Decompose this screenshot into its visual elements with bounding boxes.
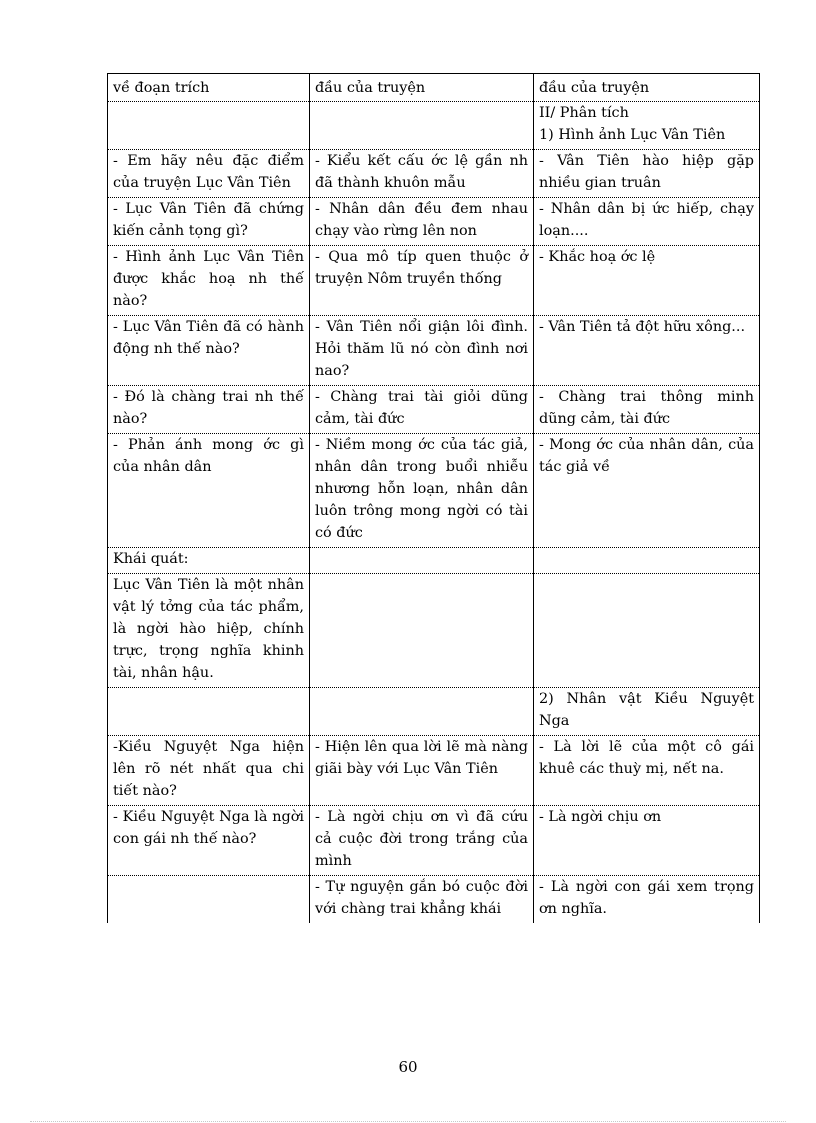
cell-question: - Kiều Nguyệt Nga là ngời con gái nh thế nào? [108,806,310,876]
cell-content: - Là ngời con gái xem trọng ơn nghĩa. [534,876,760,924]
table-row [108,386,760,434]
cell-answer [310,574,534,688]
cell-content: - Là ngời chịu ơn [534,806,760,876]
cell-question: - Đó là chàng trai nh thế nào? [108,386,310,434]
header-cell-content: đầu của truyện [534,74,760,102]
cell-content: - Chàng trai thông minh dũng cảm, tài đức [534,386,760,434]
cell-answer [310,688,534,736]
cell-content: - Vân Tiên hào hiệp gặp nhiều gian truân [534,150,760,198]
cell-question: - Phản ánh mong ớc gì của nhân dân [108,434,310,548]
cell-answer: - Chàng trai tài giỏi dũng cảm, tài đức [310,386,534,434]
cell-answer [310,102,534,150]
table-row [108,736,760,806]
table-row [108,574,760,688]
lesson-table [107,73,760,923]
cell-answer: - Tự nguyện gắn bó cuộc đời với chàng trai khẳng khái [310,876,534,924]
table-row [108,806,760,876]
table-row [108,198,760,246]
cell-question: - Em hãy nêu đặc điểm của truyện Lục Vân Tiên [108,150,310,198]
table-row [108,688,760,736]
cell-answer: - Kiểu kết cấu ớc lệ gần nh đã thành khuôn mẫu [310,150,534,198]
cell-answer: - Hiện lên qua lời lẽ mà nàng giãi bày với Lục Vân Tiên [310,736,534,806]
table-body [108,74,760,924]
cell-answer: - Vân Tiên nổi giận lôi đình. Hỏi thăm lũ nó còn đình nơi nao? [310,316,534,386]
cell-question [108,102,310,150]
header-cell-teacher: về đoạn trích [108,74,310,102]
cell-question: - Lục Vân Tiên đã chứng kiến cảnh tọng gì? [108,198,310,246]
table-row [108,434,760,548]
table-header-row [108,74,760,102]
cell-question [108,688,310,736]
cell-content: 2) Nhân vật Kiều Nguyệt Nga [534,688,760,736]
cell-content: - Mong ớc của nhân dân, của tác giả về [534,434,760,548]
cell-content: - Nhân dân bị ức hiếp, chạy loạn.... [534,198,760,246]
cell-answer: - Nhân dân đều đem nhau chạy vào rừng lên non [310,198,534,246]
cell-question: -Kiều Nguyệt Nga hiện lên rõ nét nhất qua chi tiết nào? [108,736,310,806]
header-cell-student: đầu của truyện [310,74,534,102]
table-row [108,246,760,316]
page-bottom-divider [30,1121,786,1122]
table-row [108,876,760,924]
cell-content [534,574,760,688]
cell-content: II/ Phân tích 1) Hình ảnh Lục Vân Tiên [534,102,760,150]
cell-answer: - Qua mô típ quen thuộc ở truyện Nôm truyền thống [310,246,534,316]
cell-content: - Là lời lẽ của một cô gái khuê các thuỳ mị, nết na. [534,736,760,806]
cell-content: - Vân Tiên tả đột hữu xông... [534,316,760,386]
cell-content: - Khắc hoạ ớc lệ [534,246,760,316]
cell-answer: - Niềm mong ớc của tác giả, nhân dân trong buổi nhiễu nhương hỗn loạn, nhân dân luôn trông mong ngời có tài có đức [310,434,534,548]
cell-question: - Lục Vân Tiên đã có hành động nh thế nào? [108,316,310,386]
table-row [108,102,760,150]
cell-question: Lục Vân Tiên là một nhân vật lý tởng của tác phẩm, là ngời hào hiệp, chính trực, trọng nghĩa khinh tài, nhân hậu. [108,574,310,688]
table-row [108,150,760,198]
cell-question: - Hình ảnh Lục Vân Tiên được khắc hoạ nh thế nào? [108,246,310,316]
table-row [108,316,760,386]
cell-answer [310,548,534,574]
cell-answer: - Là ngời chịu ơn vì đã cứu cả cuộc đời trong trắng của mình [310,806,534,876]
cell-question: Khái quát: [108,548,310,574]
cell-content [534,548,760,574]
cell-question [108,876,310,924]
table-row [108,548,760,574]
page-number: 60 [398,1058,418,1076]
